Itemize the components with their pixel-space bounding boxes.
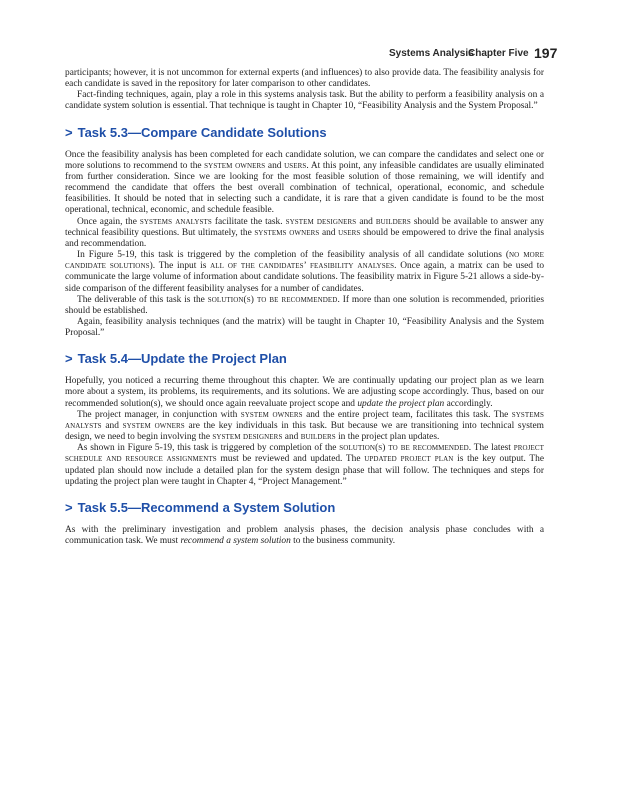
section-heading <box>65 500 544 515</box>
small-caps-term: users <box>284 160 307 171</box>
italic-phrase: update the project plan <box>357 398 445 409</box>
chevron-right-icon: > <box>65 499 73 515</box>
paragraph <box>65 150 544 217</box>
small-caps-term: systems analysts <box>65 409 544 431</box>
paragraph <box>65 376 544 409</box>
small-caps-term: no more candidate solutions <box>65 250 544 272</box>
small-caps-term: updated project plan <box>364 454 454 465</box>
header-chapter-label: Chapter Five <box>468 48 529 59</box>
text-run: Again, feasibility analysis techniques (and the matrix) will be taught in Chapter 10, “Feasibility Analysis and the System Proposal.” <box>65 316 544 339</box>
small-caps-term: all of the candidates’ feasibility analyses <box>210 261 395 272</box>
text-run: and the entire project team, facilitates this task. The <box>302 409 512 420</box>
text-run: Once again, the <box>77 216 140 227</box>
paragraph <box>65 217 544 250</box>
paragraph <box>65 443 544 488</box>
small-caps-term: solution(s) to be recommended <box>339 443 469 454</box>
text-run: and <box>356 216 376 227</box>
text-run: ). The input is <box>149 261 211 272</box>
text-run: and <box>282 432 301 443</box>
paragraph <box>65 410 544 443</box>
small-caps-term: system designers <box>212 432 283 443</box>
paragraph <box>65 250 544 295</box>
small-caps-term: system owners <box>204 160 266 171</box>
small-caps-term: builders <box>300 432 336 443</box>
page-number: 197 <box>534 45 558 61</box>
text-run: . The latest <box>468 443 514 454</box>
small-caps-term: systems owners <box>254 227 320 238</box>
italic-phrase: recommend a system solution <box>180 536 291 546</box>
paragraph <box>65 317 544 339</box>
text-run: facilitate the task. <box>211 216 286 227</box>
chevron-right-icon: > <box>65 351 73 367</box>
text-run: The deliverable of this task is the <box>77 294 208 305</box>
small-caps-term: system designers <box>285 216 357 227</box>
section-heading-text: Task 5.3—Compare Candidate Solutions <box>77 124 327 140</box>
paragraph <box>65 525 544 547</box>
text-run: and <box>265 160 285 171</box>
text-run: In Figure 5-19, this task is triggered by the completion of the feasibility analysis of all candidate solutions ( <box>77 250 509 261</box>
paragraph <box>65 68 544 90</box>
text-run: . If more than one solution is recommended, priorities should be established. <box>65 294 544 316</box>
text-run: Once the feasibility analysis has been completed for each candidate solution, we can compare the candidates and select one or more solutions to recommend to the <box>65 149 544 171</box>
text-run: participants; however, it is not uncommon for external experts (and influences) to also provide data. The feasibility analysis for each candidate is saved in the repository for later comparison to other candidates. <box>65 68 544 90</box>
text-run: to the business community. <box>290 536 396 546</box>
small-caps-term: solution(s) to be recommended <box>207 294 338 305</box>
text-run: As with the preliminary investigation and problem analysis phases, the decision analysis phase concludes with a communication task. We must <box>65 524 544 546</box>
text-run: . Once again, a matrix can be used to communicate the large volume of information about candidate solutions. The feasibility matrix in Figure 5-21 allows a side-by-side comparison of the different feasibility analyses for a number of candidates. <box>65 261 545 294</box>
text-run: As shown in Figure 5-19, this task is triggered by completion of the <box>77 443 340 454</box>
text-run: Fact-finding techniques, again, play a role in this systems analysis task. But the ability to perform a feasibility analysis on a candidate system solution is essential. That technique is taught in Chapter 10, “Feasibility Analysis and the System Proposal.” <box>65 90 544 112</box>
small-caps-term: users <box>338 227 361 238</box>
text-run: . At this point, any infeasible candidates are usually eliminated from further consideration. Since we are looking for the most feasible solution of those remaining, we will identify and recommend the candidate that offers the best overall combination of technical, operational, economic, and schedule feasibilities. It should be noted that in selecting such a candidate, it is rare that a given candidate is found to be the most operational, technical, economic, and schedule feasible. <box>65 160 544 216</box>
small-caps-term: system owners <box>240 409 303 420</box>
small-caps-term: project schedule and resource assignments <box>65 443 544 465</box>
header-section-title: Systems Analysis <box>389 48 474 59</box>
section-heading-text: Task 5.4—Update the Project Plan <box>77 351 287 367</box>
section-heading <box>65 125 544 140</box>
text-run: must be reviewed and updated. The <box>216 454 365 465</box>
section-heading-text: Task 5.5—Recommend a System Solution <box>77 499 336 515</box>
text-run: should be empowered to drive the final analysis and recommendation. <box>65 227 544 249</box>
text-run: and <box>319 227 339 238</box>
paragraph <box>65 295 544 317</box>
chevron-right-icon: > <box>65 124 73 140</box>
text-run: in the project plan updates. <box>335 432 440 443</box>
small-caps-term: systems analysts <box>139 216 212 227</box>
paragraph <box>65 90 544 112</box>
text-run: should be available to answer any technical feasibility questions. But ultimately, the <box>65 216 544 238</box>
text-run: is the key output. The updated plan should now include a detailed plan for the system design phase that will follow. The techniques and steps for updating the project plan were taught in Chapter 4, “Project Management.” <box>65 454 544 487</box>
small-caps-term: builders <box>375 216 411 227</box>
text-run: Hopefully, you noticed a recurring theme throughout this chapter. We are continually updating our project plan as we learn more about a system, its problems, its requirements, and its solutions. We are adjusting scope accordingly. Thus, based on our recommended solution(s), we should once again reevaluate project scope and <box>65 376 544 409</box>
text-run: accordingly. <box>444 398 493 409</box>
text-run: are the key individuals in this task. But because we are transitioning into technical system design, we need to begin involving the <box>65 420 544 443</box>
section-heading <box>65 351 544 366</box>
body-text <box>65 68 544 547</box>
running-header <box>0 47 619 63</box>
small-caps-term: system owners <box>122 420 185 431</box>
text-run: and <box>101 420 123 431</box>
text-run: The project manager, in conjunction with <box>77 409 241 420</box>
